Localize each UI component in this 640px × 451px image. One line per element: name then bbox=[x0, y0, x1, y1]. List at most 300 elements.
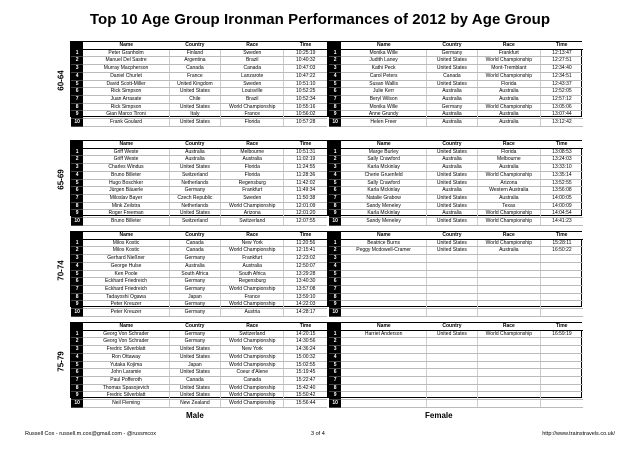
cell-race: Florida bbox=[220, 119, 283, 127]
table-header-row bbox=[71, 141, 327, 148]
cell-time: 13:56:08 bbox=[540, 187, 583, 195]
cell-race: New York bbox=[220, 239, 283, 247]
table-row bbox=[329, 285, 583, 293]
cell-race: World Championship bbox=[477, 210, 540, 218]
table-row bbox=[71, 278, 327, 286]
cell-time: 10:57:28 bbox=[284, 119, 327, 127]
cell-country: Netherlands bbox=[169, 179, 220, 187]
cell-race bbox=[477, 384, 540, 392]
cell-rank: 3 bbox=[329, 65, 341, 73]
cell-race: Brazil bbox=[220, 57, 283, 65]
table-row bbox=[71, 88, 327, 96]
cell-country: Germany bbox=[169, 330, 220, 338]
table-row bbox=[329, 278, 583, 286]
cell-name: Karla Mckinlay bbox=[341, 164, 426, 172]
table-header-row bbox=[329, 232, 583, 239]
cell-name: Gian Marco Tironi bbox=[83, 111, 169, 119]
table-row bbox=[71, 400, 327, 408]
cell-name bbox=[341, 301, 426, 309]
male-table bbox=[71, 141, 327, 225]
cell-country bbox=[427, 384, 478, 392]
cell-time bbox=[540, 301, 583, 309]
table-row bbox=[329, 361, 583, 369]
cell-race bbox=[477, 338, 540, 346]
male-results-table bbox=[71, 323, 327, 408]
cell-time: 12:01:20 bbox=[284, 210, 327, 218]
cell-rank: 7 bbox=[71, 285, 83, 293]
cell-country: United States bbox=[427, 330, 478, 338]
cell-time: 12:34:40 bbox=[540, 65, 583, 73]
cell-country bbox=[427, 301, 478, 309]
cell-country: Canada bbox=[169, 239, 220, 247]
table-row bbox=[71, 171, 327, 179]
cell-time: 10:52:34 bbox=[284, 95, 327, 103]
cell-name: Peter Kreuzer bbox=[83, 301, 169, 309]
cell-country: Czech Republic bbox=[169, 194, 220, 202]
female-label: Female bbox=[425, 411, 453, 420]
cell-name: George Hulse bbox=[83, 262, 169, 270]
cell-time bbox=[540, 278, 583, 286]
cell-rank: 6 bbox=[71, 278, 83, 286]
cell-time: 12:23:02 bbox=[284, 255, 327, 263]
column-header-country: Country bbox=[427, 323, 478, 330]
cell-name bbox=[341, 309, 426, 317]
cell-country: Germany bbox=[169, 255, 220, 263]
cell-name: Anne Grundy bbox=[341, 111, 426, 119]
female-table bbox=[327, 323, 583, 407]
cell-name: Susan Wallis bbox=[341, 80, 426, 88]
cell-time: 12:52:05 bbox=[540, 88, 583, 96]
cell-name bbox=[341, 353, 426, 361]
cell-country: United States bbox=[169, 164, 220, 172]
cell-race: Canada bbox=[220, 376, 283, 384]
table-row bbox=[71, 270, 327, 278]
table-header-row bbox=[71, 323, 327, 330]
cell-race: Regensburg bbox=[220, 278, 283, 286]
cell-name bbox=[341, 392, 426, 400]
cell-rank: 6 bbox=[329, 187, 341, 195]
cell-rank: 5 bbox=[71, 361, 83, 369]
cell-country: United States bbox=[427, 179, 478, 187]
table-row bbox=[71, 384, 327, 392]
cell-race: France bbox=[220, 111, 283, 119]
cell-country bbox=[427, 353, 478, 361]
cell-name bbox=[341, 369, 426, 377]
cell-race: Australia bbox=[477, 111, 540, 119]
cell-country: Germany bbox=[169, 309, 220, 317]
cell-time: 14:28:17 bbox=[284, 309, 327, 317]
table-row bbox=[329, 369, 583, 377]
cell-country bbox=[427, 293, 478, 301]
cell-rank: 1 bbox=[329, 148, 341, 156]
cell-race: Frankfurt bbox=[477, 49, 540, 57]
cell-race bbox=[477, 400, 540, 408]
cell-name: Mink Zeilstra bbox=[83, 202, 169, 210]
cell-rank: 9 bbox=[329, 210, 341, 218]
cell-name bbox=[341, 270, 426, 278]
cell-time: 12:15:41 bbox=[284, 247, 327, 255]
cell-name: Frank Goulard bbox=[83, 119, 169, 127]
cell-time: 13:24:03 bbox=[540, 156, 583, 164]
table-row bbox=[329, 179, 583, 187]
cell-name: Ken Poole bbox=[83, 270, 169, 278]
cell-name: Peggy Mcdowell-Cramer bbox=[341, 247, 426, 255]
age-group-label bbox=[51, 42, 71, 118]
table-row bbox=[329, 346, 583, 354]
cell-country: Australia bbox=[427, 119, 478, 127]
table-row bbox=[71, 353, 327, 361]
cell-country: Canada bbox=[169, 376, 220, 384]
cell-rank: 4 bbox=[71, 353, 83, 361]
cell-race: Switzerland bbox=[220, 218, 283, 226]
cell-rank: 6 bbox=[329, 88, 341, 96]
cell-race bbox=[477, 255, 540, 263]
table-row bbox=[329, 338, 583, 346]
cell-race: Canada bbox=[220, 65, 283, 73]
cell-rank: 10 bbox=[71, 309, 83, 317]
cell-name: John Laramie bbox=[83, 369, 169, 377]
cell-name: Rick Simpson bbox=[83, 103, 169, 111]
cell-race bbox=[477, 285, 540, 293]
cell-time bbox=[540, 338, 583, 346]
cell-rank: 1 bbox=[329, 239, 341, 247]
cell-rank: 9 bbox=[329, 111, 341, 119]
table-row bbox=[71, 346, 327, 354]
table-row bbox=[329, 57, 583, 65]
cell-rank: 3 bbox=[71, 255, 83, 263]
cell-time: 14:00:09 bbox=[540, 202, 583, 210]
cell-rank: 4 bbox=[329, 353, 341, 361]
table-row bbox=[329, 376, 583, 384]
table-row bbox=[329, 156, 583, 164]
cell-name: Monika Wille bbox=[341, 103, 426, 111]
cell-time bbox=[540, 384, 583, 392]
age-group-label bbox=[51, 323, 71, 399]
column-header-race: Race bbox=[220, 323, 283, 330]
cell-name: Karla Mckinlay bbox=[341, 210, 426, 218]
cell-race: Australia bbox=[477, 164, 540, 172]
cell-rank: 8 bbox=[71, 293, 83, 301]
cell-country: Argentina bbox=[169, 57, 220, 65]
cell-rank: 3 bbox=[329, 346, 341, 354]
cell-time: 14:41:23 bbox=[540, 218, 583, 226]
table-row bbox=[329, 330, 583, 338]
table-row bbox=[329, 194, 583, 202]
cell-time: 11:24:55 bbox=[284, 164, 327, 172]
cell-country: United States bbox=[169, 384, 220, 392]
cell-name: Ron Ottaway bbox=[83, 353, 169, 361]
cell-time: 12:01:09 bbox=[284, 202, 327, 210]
cell-race: Coeur d'Alene bbox=[220, 369, 283, 377]
cell-race: World Championship bbox=[220, 301, 283, 309]
cell-rank: 5 bbox=[329, 80, 341, 88]
cell-rank: 9 bbox=[71, 301, 83, 309]
table-row bbox=[71, 301, 327, 309]
cell-country: Germany bbox=[169, 187, 220, 195]
cell-time: 15:56:44 bbox=[284, 400, 327, 408]
cell-race: World Championship bbox=[477, 57, 540, 65]
male-table bbox=[71, 42, 327, 126]
column-header-time: Time bbox=[540, 232, 583, 239]
age-group-label-text: 75-79 bbox=[56, 350, 66, 372]
table-row bbox=[329, 270, 583, 278]
cell-time: 13:40:30 bbox=[284, 278, 327, 286]
cell-time: 11:02:19 bbox=[284, 156, 327, 164]
table-row bbox=[329, 301, 583, 309]
male-results-table bbox=[71, 42, 327, 127]
column-header-race: Race bbox=[220, 141, 283, 148]
cell-race: New York bbox=[220, 346, 283, 354]
cell-country: Australia bbox=[427, 187, 478, 195]
column-header-race: Race bbox=[220, 232, 283, 239]
age-group-label-text: 70-74 bbox=[56, 259, 66, 281]
table-row bbox=[329, 218, 583, 226]
table-row bbox=[329, 171, 583, 179]
table-row bbox=[329, 148, 583, 156]
table-row bbox=[329, 88, 583, 96]
cell-country bbox=[427, 278, 478, 286]
cell-rank: 4 bbox=[71, 262, 83, 270]
cell-time: 11:20:56 bbox=[284, 239, 327, 247]
cell-country: United States bbox=[169, 369, 220, 377]
table-row bbox=[329, 103, 583, 111]
cell-race: World Championship bbox=[220, 202, 283, 210]
cell-country: Australia bbox=[427, 210, 478, 218]
cell-name: Tadayoshi Ogawa bbox=[83, 293, 169, 301]
female-results-table bbox=[329, 42, 583, 127]
cell-rank: 4 bbox=[71, 72, 83, 80]
cell-rank: 9 bbox=[71, 392, 83, 400]
cell-time bbox=[540, 346, 583, 354]
column-header-name: Name bbox=[83, 141, 169, 148]
cell-country bbox=[427, 285, 478, 293]
cell-time: 14:22:03 bbox=[284, 301, 327, 309]
column-header-country: Country bbox=[169, 141, 220, 148]
cell-time: 13:52:55 bbox=[540, 179, 583, 187]
cell-rank: 9 bbox=[71, 210, 83, 218]
cell-race: World Championship bbox=[220, 353, 283, 361]
cell-name: Julie Kerr bbox=[341, 88, 426, 96]
cell-name: Griff Weste bbox=[83, 148, 169, 156]
cell-time: 10:56:02 bbox=[284, 111, 327, 119]
table-row bbox=[329, 119, 583, 127]
cell-race: World Championship bbox=[220, 103, 283, 111]
cell-race: Texas bbox=[477, 202, 540, 210]
cell-country bbox=[427, 338, 478, 346]
cell-race: World Championship bbox=[220, 338, 283, 346]
female-results-table bbox=[329, 323, 583, 408]
age-group-1 bbox=[56, 140, 582, 225]
rank-header bbox=[71, 141, 83, 148]
female-results-table bbox=[329, 232, 583, 317]
cell-name: Helen Freer bbox=[341, 119, 426, 127]
cell-country: Germany bbox=[427, 49, 478, 57]
table-row bbox=[71, 361, 327, 369]
table-row bbox=[329, 255, 583, 263]
rank-header bbox=[71, 232, 83, 239]
cell-time bbox=[540, 270, 583, 278]
cell-rank: 7 bbox=[71, 95, 83, 103]
cell-name: Cherie Gruenfeld bbox=[341, 171, 426, 179]
cell-rank: 3 bbox=[71, 65, 83, 73]
cell-rank: 7 bbox=[71, 194, 83, 202]
cell-country bbox=[427, 392, 478, 400]
rank-header bbox=[329, 232, 341, 239]
cell-country: United States bbox=[169, 353, 220, 361]
cell-name bbox=[341, 338, 426, 346]
cell-rank: 2 bbox=[71, 57, 83, 65]
cell-time bbox=[540, 361, 583, 369]
table-header-row bbox=[71, 232, 327, 239]
cell-time bbox=[540, 262, 583, 270]
cell-time bbox=[540, 353, 583, 361]
column-header-time: Time bbox=[284, 141, 327, 148]
cell-race: World Championship bbox=[477, 218, 540, 226]
cell-name: Manuel Del Sastre bbox=[83, 57, 169, 65]
column-header-race: Race bbox=[477, 141, 540, 148]
cell-rank: 4 bbox=[329, 72, 341, 80]
cell-name: Fredric Silverblatt bbox=[83, 392, 169, 400]
cell-rank: 1 bbox=[71, 330, 83, 338]
table-row bbox=[71, 262, 327, 270]
cell-time: 16:59:19 bbox=[540, 330, 583, 338]
cell-country: Germany bbox=[427, 103, 478, 111]
female-table bbox=[327, 42, 583, 126]
cell-race bbox=[477, 369, 540, 377]
cell-time: 15:50:42 bbox=[284, 392, 327, 400]
table-row bbox=[329, 202, 583, 210]
cell-race bbox=[477, 376, 540, 384]
cell-country: Australia bbox=[427, 88, 478, 96]
cell-time bbox=[540, 376, 583, 384]
cell-country: Germany bbox=[169, 278, 220, 286]
age-group-0 bbox=[56, 41, 582, 126]
cell-race bbox=[477, 309, 540, 317]
cell-name bbox=[341, 376, 426, 384]
cell-rank: 2 bbox=[71, 156, 83, 164]
cell-rank: 2 bbox=[329, 57, 341, 65]
cell-rank: 7 bbox=[329, 194, 341, 202]
cell-name: Eckhard Friedreich bbox=[83, 278, 169, 286]
cell-time: 15:42:40 bbox=[284, 384, 327, 392]
cell-name: Natalie Grabow bbox=[341, 194, 426, 202]
cell-country: United States bbox=[169, 119, 220, 127]
table-row bbox=[329, 309, 583, 317]
cell-time: 15:22:47 bbox=[284, 376, 327, 384]
cell-rank: 2 bbox=[71, 338, 83, 346]
cell-race bbox=[477, 353, 540, 361]
cell-race: Mont-Tremblant bbox=[477, 65, 540, 73]
rank-header bbox=[329, 42, 341, 49]
cell-race: Australia bbox=[220, 262, 283, 270]
cell-name bbox=[341, 346, 426, 354]
cell-country: New Zealand bbox=[169, 400, 220, 408]
column-header-time: Time bbox=[284, 323, 327, 330]
cell-name: Georg Von Schrader bbox=[83, 338, 169, 346]
age-group-label-text: 65-69 bbox=[56, 168, 66, 190]
cell-country: Australia bbox=[169, 156, 220, 164]
cell-name: Sally Crawford bbox=[341, 179, 426, 187]
cell-time: 13:57:08 bbox=[284, 285, 327, 293]
column-header-race: Race bbox=[477, 232, 540, 239]
table-row bbox=[71, 49, 327, 57]
cell-race bbox=[477, 361, 540, 369]
cell-time: 10:51:31 bbox=[284, 148, 327, 156]
cell-race: Sweden bbox=[220, 194, 283, 202]
cell-time: 13:35:14 bbox=[540, 171, 583, 179]
table-row bbox=[329, 80, 583, 88]
cell-country: United States bbox=[427, 218, 478, 226]
cell-time: 10:47:22 bbox=[284, 72, 327, 80]
cell-country bbox=[427, 400, 478, 408]
table-row bbox=[329, 392, 583, 400]
cell-race: Brazil bbox=[220, 95, 283, 103]
cell-time: 15:00:32 bbox=[284, 353, 327, 361]
table-header-row bbox=[329, 141, 583, 148]
cell-rank: 6 bbox=[71, 187, 83, 195]
cell-race: Melbourne bbox=[220, 148, 283, 156]
cell-time: 10:25:19 bbox=[284, 49, 327, 57]
column-header-time: Time bbox=[540, 141, 583, 148]
cell-rank: 8 bbox=[329, 103, 341, 111]
cell-rank: 6 bbox=[329, 278, 341, 286]
cell-rank: 4 bbox=[329, 171, 341, 179]
cell-race: South Africa bbox=[220, 270, 283, 278]
table-row bbox=[329, 49, 583, 57]
cell-rank: 3 bbox=[329, 255, 341, 263]
table-row bbox=[329, 384, 583, 392]
cell-country bbox=[427, 346, 478, 354]
cell-name: Neil Fleming bbox=[83, 400, 169, 408]
footer-url[interactable]: http://www.trainstravels.co.uk/ bbox=[542, 431, 615, 437]
cell-name: Harriet Anderson bbox=[341, 330, 426, 338]
cell-name: Beatrice Burns bbox=[341, 239, 426, 247]
cell-country: Italy bbox=[169, 111, 220, 119]
rank-header bbox=[71, 42, 83, 49]
cell-country: United States bbox=[427, 194, 478, 202]
cell-country: Japan bbox=[169, 361, 220, 369]
cell-country bbox=[427, 255, 478, 263]
cell-name: Eckhard Friedreich bbox=[83, 285, 169, 293]
cell-time: 12:13:47 bbox=[540, 49, 583, 57]
cell-country: United States bbox=[169, 346, 220, 354]
cell-country: Australia bbox=[169, 148, 220, 156]
table-row bbox=[329, 95, 583, 103]
cell-rank: 6 bbox=[71, 369, 83, 377]
column-header-country: Country bbox=[169, 42, 220, 49]
cell-country: Germany bbox=[169, 285, 220, 293]
cell-rank: 8 bbox=[329, 202, 341, 210]
cell-race: Sweden bbox=[220, 49, 283, 57]
cell-rank: 5 bbox=[329, 270, 341, 278]
cell-country: Germany bbox=[169, 338, 220, 346]
cell-name: Rick Simpson bbox=[83, 88, 169, 96]
cell-rank: 2 bbox=[329, 247, 341, 255]
cell-race bbox=[477, 278, 540, 286]
cell-race bbox=[477, 346, 540, 354]
cell-name: Marge Burley bbox=[341, 148, 426, 156]
cell-rank: 4 bbox=[71, 171, 83, 179]
cell-country bbox=[427, 361, 478, 369]
cell-race: World Championship bbox=[220, 392, 283, 400]
cell-name: Murray Macpherson bbox=[83, 65, 169, 73]
cell-race bbox=[477, 301, 540, 309]
rank-header bbox=[329, 141, 341, 148]
cell-rank: 7 bbox=[329, 376, 341, 384]
cell-country: United States bbox=[169, 103, 220, 111]
cell-rank: 10 bbox=[71, 400, 83, 408]
table-row bbox=[71, 376, 327, 384]
